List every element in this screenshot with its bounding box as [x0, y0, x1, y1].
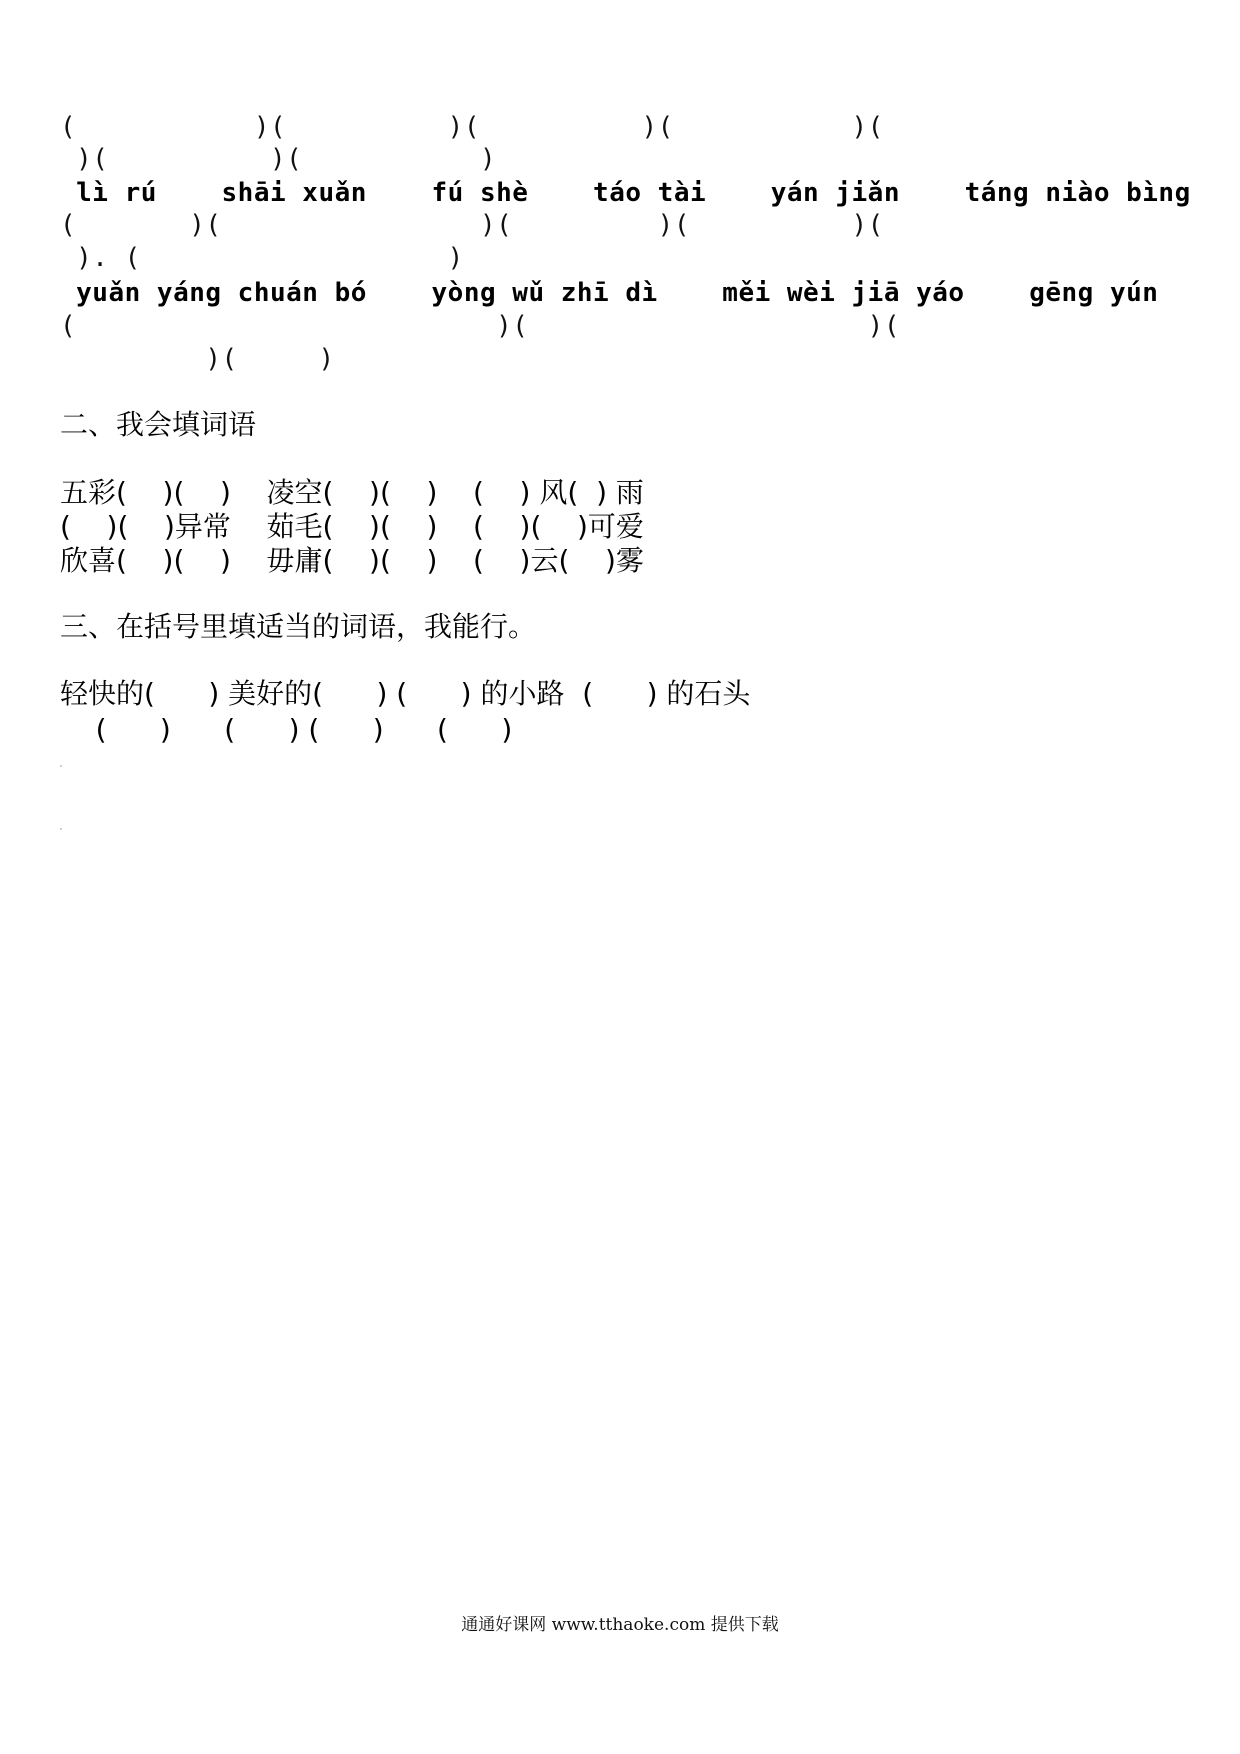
answer-blank-line-1: ( )( )( )( )(: [60, 112, 997, 142]
answer-blank-line-2: )( )( ): [60, 144, 497, 174]
section-3-heading: 三、在括号里填适当的词语，我能行。: [60, 610, 537, 643]
answer-blank-line-5: ( )( )(: [60, 311, 997, 341]
stray-dot: [60, 828, 62, 830]
answer-blank-line-4: ). ( ): [60, 243, 464, 273]
section-2-heading: 二、我会填词语: [60, 408, 257, 441]
pinyin-line-1: lì rú shāi xuǎn fú shè táo tài yán jiǎn táng niào bìng: [60, 178, 1191, 208]
section-2-row-1: 五彩( )( ) 凌空( )( ) ( ) 风( ) 雨: [60, 476, 644, 509]
section-2-row-2: ( )( )异常 茹毛( )( ) ( )( )可爱: [60, 510, 644, 543]
answer-blank-line-3: ( )( )( )( )(: [60, 210, 997, 240]
section-3-row-2: ( ) ( ) ( ) ( ): [60, 713, 513, 746]
section-3-row-1: 轻快的( ) 美好的( ) ( ) 的小路 ( ) 的石头: [60, 677, 751, 710]
pinyin-line-2: yuǎn yáng chuán bó yòng wǔ zhī dì měi wèi jiā yáo gēng yún: [60, 278, 1159, 308]
answer-blank-line-6: )( ): [60, 344, 335, 374]
page-footer: 通通好课网 www.tthaoke.com 提供下载: [461, 1615, 779, 1635]
section-2-row-3: 欣喜( )( ) 毋庸( )( ) ( )云( )雾: [60, 544, 644, 577]
stray-dot: [60, 765, 62, 767]
